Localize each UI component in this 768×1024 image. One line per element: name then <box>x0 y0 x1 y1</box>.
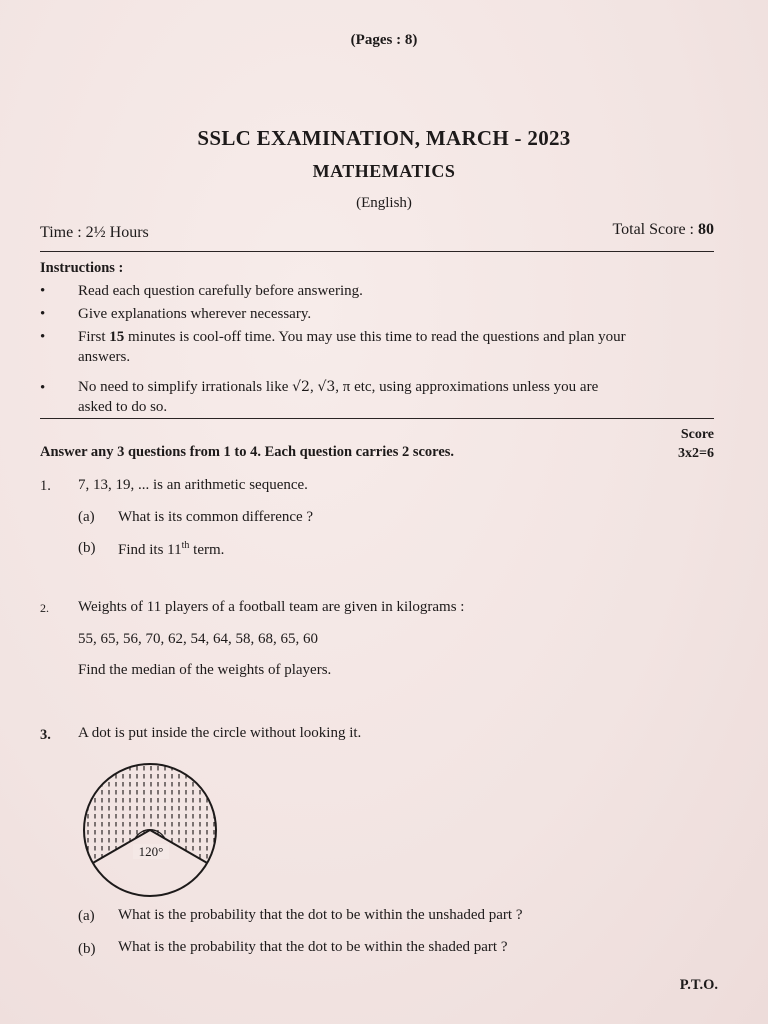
score-value: 3x2=6 <box>678 446 714 461</box>
total-score <box>612 221 714 239</box>
instructions-heading: Instructions : <box>40 260 124 276</box>
subquestion-label: (a) <box>78 509 95 525</box>
angle-label: 120° <box>138 844 164 859</box>
subject-title: MATHEMATICS <box>312 161 456 181</box>
bullet-icon: • <box>40 283 46 299</box>
question-number: 2. <box>40 601 49 615</box>
section-score <box>678 425 714 463</box>
medium-label: (English) <box>356 195 412 211</box>
subquestion-text: What is its common difference ? <box>118 509 314 525</box>
subquestion-label: (b) <box>78 941 96 957</box>
subquestion-label: (a) <box>78 908 95 924</box>
time-allowed: Time : 2½ Hours <box>40 224 149 241</box>
circle-sector-diagram <box>78 758 222 902</box>
question-ask: Find the median of the weights of players. <box>78 662 332 678</box>
sqrt-two: √2 <box>292 379 310 395</box>
bullet-icon: • <box>40 380 46 396</box>
subquestion-text: What is the probability that the dot to be within the shaded part ? <box>118 939 508 955</box>
page-count: (Pages : 8) <box>350 32 418 48</box>
total-score-value: 80 <box>698 221 714 238</box>
instruction-item: Give explanations wherever necessary. <box>78 306 312 322</box>
section-heading: Answer any 3 questions from 1 to 4. Each question carries 2 scores. <box>40 444 455 460</box>
bullet-icon: • <box>40 306 46 322</box>
score-label: Score <box>680 427 714 442</box>
divider <box>40 251 714 252</box>
instruction-item: No need to simplify irrationals like √2, √3, π etc, using approximations unless you are asked to do so. <box>78 379 599 415</box>
question-text: Weights of 11 players of a football team are given in kilograms : <box>78 599 465 615</box>
question-text: A dot is put inside the circle without looking it. <box>78 725 362 741</box>
divider <box>40 418 714 419</box>
question-number: 3. <box>40 727 51 743</box>
question-number: 1. <box>40 478 51 494</box>
subquestion-text: Find its 11th term. <box>118 540 225 558</box>
weights-list: 55, 65, 56, 70, 62, 54, 64, 58, 68, 65, 60 <box>78 631 318 647</box>
instruction-item: Read each question carefully before answering. <box>78 283 363 299</box>
instruction-item: First 15 minutes is cool-off time. You may use this time to read the questions and plan your answers. <box>78 329 626 365</box>
subquestion-label: (b) <box>78 540 96 556</box>
total-score-label: Total Score : <box>612 221 694 238</box>
sqrt-three: √3 <box>317 379 336 395</box>
pto-label: P.T.O. <box>679 977 718 993</box>
bullet-icon: • <box>40 329 46 345</box>
question-text: 7, 13, 19, ... is an arithmetic sequence. <box>78 477 308 493</box>
subquestion-text: What is the probability that the dot to be within the unshaded part ? <box>118 907 523 923</box>
exam-title: SSLC EXAMINATION, MARCH - 2023 <box>197 126 571 150</box>
